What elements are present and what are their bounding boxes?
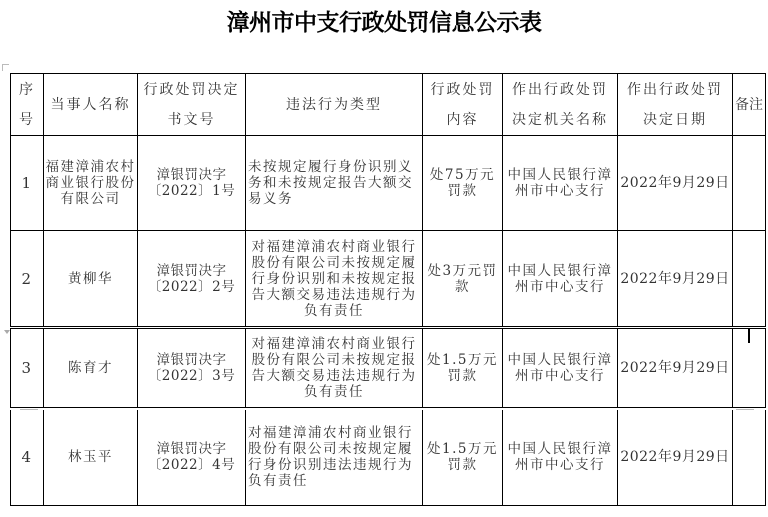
cell-date: 2022年9月29日 [618, 231, 733, 327]
cell-penalty: 处1.5万元罚款 [423, 410, 503, 505]
cell-party: 林玉平 [44, 410, 138, 505]
cell-remark [733, 329, 766, 408]
header-authority: 作出行政处罚 决定机关名称 [503, 74, 618, 136]
penalty-table-continued [10, 328, 766, 408]
cell-seq: 3 [11, 329, 44, 408]
cell-penalty: 处1.5万元罚款 [423, 329, 503, 408]
table-row [11, 410, 766, 505]
header-date: 作出行政处罚 决定日期 [618, 74, 733, 136]
cell-penalty: 处3万元罚款 [423, 231, 503, 327]
table-row [11, 329, 766, 408]
cell-remark [733, 136, 766, 231]
cell-doc-no: 漳银罚决字〔2022〕2号 [138, 231, 246, 327]
cell-violation: 对福建漳浦农村商业银行股份有限公司未按规定履行身份识别和未按规定报告大额交易违法违规行为负有责任 [246, 231, 423, 327]
cell-date: 2022年9月29日 [618, 136, 733, 231]
cell-violation: 对福建漳浦农村商业银行股份有限公司未按规定履行身份识别违法违规行为负有责任 [246, 410, 423, 505]
cell-penalty: 处75万元罚款 [423, 136, 503, 231]
cell-party: 黄柳华 [44, 231, 138, 327]
cell-authority: 中国人民银行漳州市中心支行 [503, 136, 618, 231]
page-title: 漳州市中支行政处罚信息公示表 [226, 9, 542, 36]
cell-doc-no: 漳银罚决字〔2022〕3号 [138, 329, 246, 408]
cell-doc-no: 漳银罚决字〔2022〕4号 [138, 410, 246, 505]
cell-date: 2022年9月29日 [618, 410, 733, 505]
header-violation: 违法行为类型 [246, 74, 423, 136]
header-party: 当事人名称 [44, 74, 138, 136]
cell-party: 陈育才 [44, 329, 138, 408]
cell-remark [733, 231, 766, 327]
cell-remark [733, 410, 766, 505]
cell-doc-no: 漳银罚决字〔2022〕1号 [138, 136, 246, 231]
header-penalty: 行政处罚 内容 [423, 74, 503, 136]
cell-authority: 中国人民银行漳州市中心支行 [503, 231, 618, 327]
table-anchor-icon[interactable] [2, 64, 9, 71]
table-row [11, 231, 766, 327]
cell-authority: 中国人民银行漳州市中心支行 [503, 329, 618, 408]
cell-seq: 4 [11, 410, 44, 505]
cell-violation: 对福建漳浦农村商业银行股份有限公司未按规定报告大额交易违法违规行为负有责任 [246, 329, 423, 408]
penalty-table [10, 73, 766, 327]
header-seq: 序 号 [11, 74, 44, 136]
cell-party: 福建漳浦农村商业银行股份有限公司 [44, 136, 138, 231]
table-row [11, 136, 766, 231]
header-remark: 备注 [733, 74, 766, 136]
cell-date: 2022年9月29日 [618, 329, 733, 408]
header-doc-no: 行政处罚决定 书文号 [138, 74, 246, 136]
cell-authority: 中国人民银行漳州市中心支行 [503, 410, 618, 505]
penalty-table-continued [10, 410, 766, 506]
cell-violation: 未按规定履行身份识别义务和未按规定报告大额交易义务 [246, 136, 423, 231]
table-header-row [11, 74, 766, 136]
cell-seq: 2 [11, 231, 44, 327]
cell-seq: 1 [11, 136, 44, 231]
